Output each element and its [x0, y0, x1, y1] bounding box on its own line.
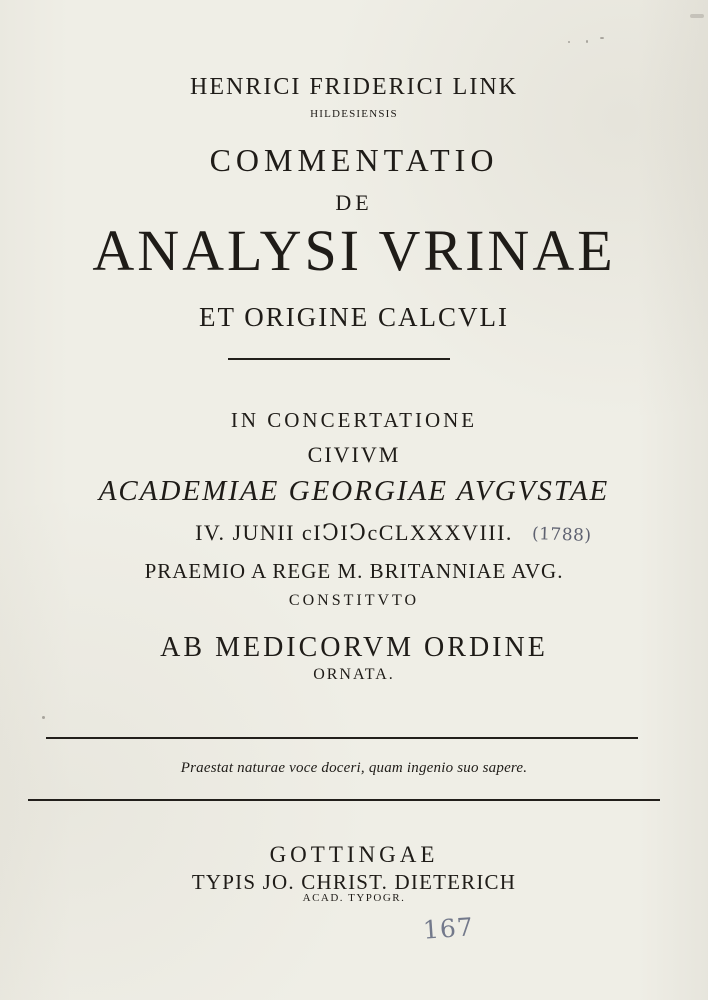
author-origin: HILDESIENSIS	[310, 108, 398, 120]
page-stain	[690, 14, 704, 18]
page-speck	[42, 716, 45, 719]
printer-name: TYPIS JO. CHRIST. DIETERICH	[191, 870, 517, 894]
motto-bottom-divider	[28, 799, 660, 801]
handwritten-number-note: 167	[422, 912, 475, 945]
top-divider	[228, 358, 450, 360]
order-line: AB MEDICORVM ORDINE	[160, 632, 548, 663]
motto-top-divider	[46, 737, 638, 739]
title-line-commentatio: COMMENTATIO	[209, 142, 499, 178]
printer-role: ACAD. TYPOGR.	[302, 892, 406, 904]
page-speck	[600, 37, 604, 39]
page-speck	[586, 40, 588, 43]
subtitle: ET ORIGINE CALCVLI	[199, 302, 509, 332]
ornata-line: ORNATA.	[313, 666, 395, 683]
academy-name: ACADEMIAE GEORGIAE AVGVSTAE	[98, 475, 610, 507]
constituto-line: CONSTITVTO	[288, 592, 420, 609]
prize-line: PRAEMIO A REGE M. BRITANNIAE AVG.	[144, 559, 564, 583]
author-name: HENRICI FRIDERICI LINK	[190, 74, 518, 100]
publication-date: IV. JUNII cIↃIↃcCLXXXVIII.	[195, 520, 513, 545]
main-title: ANALYSI VRINAE	[92, 218, 616, 283]
title-line-de: DE	[335, 190, 373, 215]
contest-line-2: CIVIVM	[307, 442, 401, 467]
page-speck	[568, 41, 570, 43]
city-name: GOTTINGAE	[269, 842, 439, 867]
handwritten-year-note: (1788)	[531, 523, 592, 547]
contest-line-1: IN CONCERTATIONE	[230, 408, 478, 432]
motto-quote: Praestat naturae voce doceri, quam ingenio suo sapere.	[180, 760, 528, 776]
